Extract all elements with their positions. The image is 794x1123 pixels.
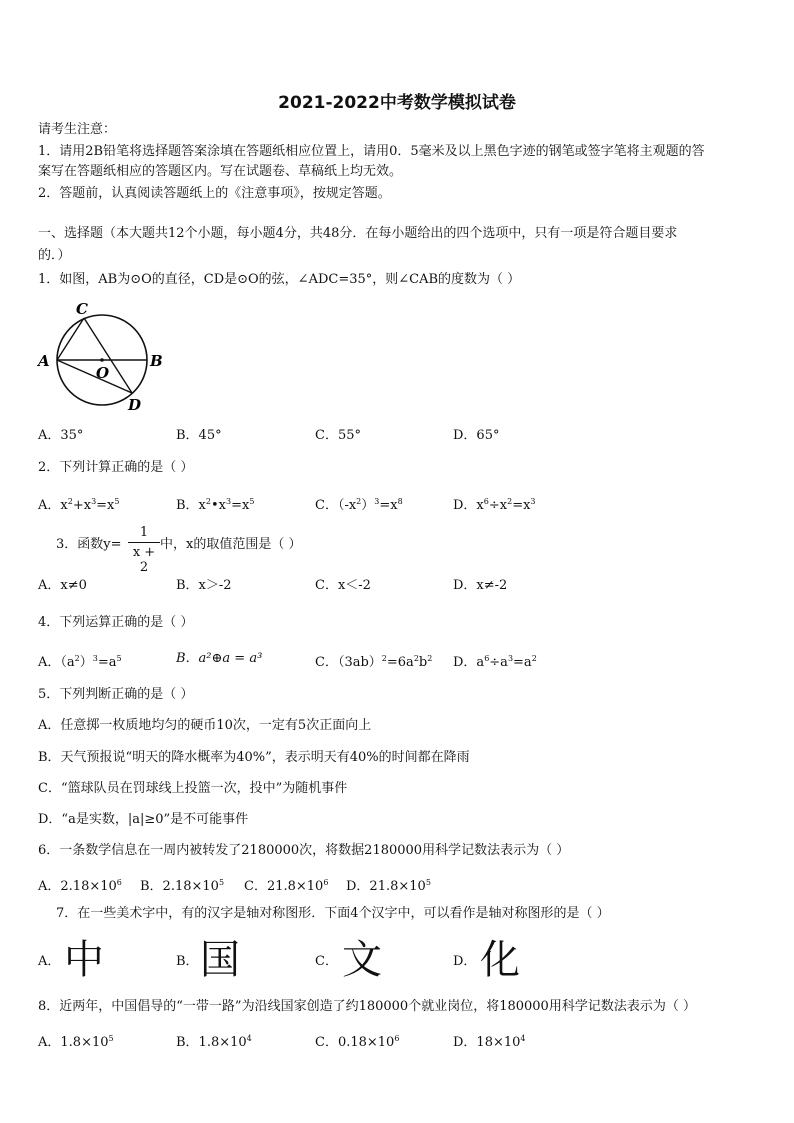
q8-option-b: B．$1.8\times 10^4$ [176, 1034, 252, 1050]
q3-option-c: C．x＜-2 [315, 578, 371, 593]
q8-stem: 8．近两年，中国倡导的“一带一路”为沿线国家创造了约180000个就业岗位，将180000用科学记数法表示为（ ） [38, 999, 696, 1014]
q2-option-c: C．$(-x^2)^3=x^8$ [315, 497, 403, 513]
q5-option-d: D．“a是实数，|a|≥0”是不可能事件 [38, 812, 249, 827]
q1-stem: 1．如图，AB为⊙O的直径，CD是⊙O的弦，∠ADC=35°，则∠CAB的度数为（ ） [38, 272, 521, 287]
q2-option-a: A．$x^2+x^3=x^5$ [38, 497, 120, 513]
q7-option-a: A． [38, 954, 61, 969]
center-point [100, 358, 104, 362]
section-heading-1: 一、选择题（本大题共12个小题，每小题4分，共48分．在每小题给出的四个选项中，只有一项是符合题目要求 [38, 226, 678, 241]
q4-stem: 4．下列运算正确的是（ ） [38, 615, 194, 630]
circle-diagram [36, 298, 172, 418]
q5-option-a: A．任意掷一枚质地均匀的硬币10次，一定有5次正面向上 [38, 718, 372, 733]
q1-option-c: C．55° [315, 428, 361, 443]
q3-fraction [128, 525, 160, 575]
q6-option-d: D．$21.8\times 10^5$ [346, 878, 431, 894]
q2-option-d: D．$x^6\div x^2=x^3$ [453, 497, 536, 513]
segment-ac [57, 318, 84, 360]
q4-option-a: A．$(a^2)^3=a^5$ [38, 654, 122, 670]
q7-stem: 7．在一些美术字中，有的汉字是轴对称图形．下面4个汉字中，可以看作是轴对称图形的是（ ） [56, 906, 610, 921]
notice-line-1b: 案写在答题纸相应的答题区内。写在试题卷、草稿纸上均无效。 [38, 164, 403, 179]
page-title: 2021-2022中考数学模拟试卷 [278, 93, 516, 113]
q8-option-d: D．$18\times 10^4$ [453, 1034, 526, 1050]
q6-stem: 6．一条数学信息在一周内被转发了2180000次，将数据2180000用科学记数法表示为（ ） [38, 843, 570, 858]
q5-stem: 5．下列判断正确的是（ ） [38, 687, 194, 702]
q4-option-d: D．$a^6\div a^3=a^2$ [453, 654, 537, 670]
label-d: D [128, 396, 142, 414]
label-o: O [96, 364, 110, 382]
q7-char-guo: 国 [200, 937, 240, 983]
q2-option-b: B．$x^2•x^3=x^5$ [176, 497, 255, 513]
q3-stem-pre: 3．函数y= [56, 537, 122, 552]
q5-option-b: B．天气预报说“明天的降水概率为40%”，表示明天有40%的时间都在降雨 [38, 750, 470, 765]
q6-option-b: B．$2.18\times 10^5$ [140, 878, 225, 894]
q7-char-hua: 化 [480, 937, 520, 983]
label-b: B [150, 352, 163, 370]
q8-option-c: C．$0.18\times 10^6$ [315, 1034, 400, 1050]
q7-char-zhong: 中 [64, 937, 104, 983]
q4-option-b: B．a²⊕a = a³ [176, 651, 263, 666]
notice-line-2: 2．答题前，认真阅读答题纸上的《注意事项》，按规定答题。 [38, 186, 391, 201]
q2-stem: 2．下列计算正确的是（ ） [38, 460, 194, 475]
section-heading-2: 的．） [38, 248, 71, 263]
q3-option-d: D．x≠-2 [453, 578, 508, 593]
q6-option-c: C．$21.8\times 10^6$ [244, 878, 329, 894]
q7-option-d: D． [453, 954, 477, 969]
q3-numerator: 1 [139, 525, 149, 540]
notice-heading: 请考生注意： [38, 122, 117, 137]
notice-line-1a: 1．请用2B铅笔将选择题答案涂填在答题纸相应位置上，请用0．5毫米及以上黑色字迹的钢笔或签字笔将主观题的答 [38, 144, 705, 159]
q4-option-c: C．$(3ab)^2=6a^2b^2$ [315, 654, 433, 670]
q8-option-a: A．$1.8\times 10^5$ [38, 1034, 114, 1050]
label-c: C [76, 300, 88, 318]
q1-option-d: D．65° [453, 428, 500, 443]
q3-option-b: B．x＞-2 [176, 578, 232, 593]
q1-option-b: B．45° [176, 428, 222, 443]
q5-option-c: C．“篮球队员在罚球线上投篮一次，投中”为随机事件 [38, 781, 348, 796]
q3-stem-post: 中，x的取值范围是（ ） [160, 537, 302, 552]
q3-denominator: x + 2 [132, 545, 156, 575]
q1-option-a: A．35° [38, 428, 84, 443]
label-a: A [38, 352, 50, 370]
q6-option-a: A．$2.18\times 10^6$ [38, 878, 122, 894]
q7-option-b: B． [176, 954, 199, 969]
q3-option-a: A．x≠0 [38, 578, 87, 593]
q7-char-wen: 文 [342, 937, 382, 983]
q7-option-c: C． [315, 954, 338, 969]
